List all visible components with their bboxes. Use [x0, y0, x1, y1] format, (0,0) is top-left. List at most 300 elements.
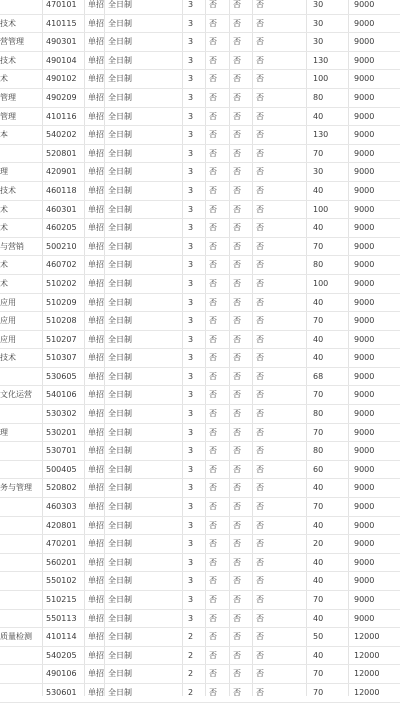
- plan-quota-cell: 30: [313, 167, 324, 177]
- admission-mode-cell: 单招: [88, 334, 104, 344]
- table-row: [0, 33, 400, 52]
- flag-cell-1: 否: [209, 167, 217, 177]
- flag-cell-1: 否: [209, 632, 217, 642]
- study-type-cell: 全日制: [108, 334, 132, 344]
- tuition-cell: 9000: [354, 223, 375, 233]
- tuition-cell: 9000: [354, 260, 375, 270]
- flag-cell-3: 否: [256, 520, 264, 530]
- flag-cell-3: 否: [256, 74, 264, 84]
- study-type-cell: 全日制: [108, 0, 132, 9]
- study-type-cell: 全日制: [108, 557, 132, 567]
- duration-cell: 3: [188, 613, 194, 623]
- flag-cell-1: 否: [209, 55, 217, 65]
- study-type-cell: 全日制: [108, 464, 132, 474]
- flag-cell-2: 否: [233, 650, 241, 660]
- flag-cell-1: 否: [209, 316, 217, 326]
- flag-cell-1: 否: [209, 204, 217, 214]
- major-name-cell: 应用: [0, 297, 16, 307]
- admission-mode-cell: 单招: [88, 260, 104, 270]
- table-row: [0, 610, 400, 629]
- major-code-cell: 460118: [46, 185, 77, 195]
- table-row: [0, 145, 400, 164]
- major-name-cell: [0, 0, 40, 14]
- flag-cell-3: 否: [256, 669, 264, 679]
- flag-cell-1: 否: [209, 502, 217, 512]
- flag-cell-1: 否: [209, 297, 217, 307]
- plan-quota-cell: 40: [313, 223, 324, 233]
- plan-quota-cell: 20: [313, 539, 324, 549]
- flag-cell-1: 否: [209, 390, 217, 400]
- admission-mode-cell: 单招: [88, 650, 104, 660]
- study-type-cell: 全日制: [108, 669, 132, 679]
- major-code-cell: 490102: [46, 74, 77, 84]
- flag-cell-3: 否: [256, 130, 264, 140]
- table-row: [0, 591, 400, 610]
- major-code-cell: 540205: [46, 650, 77, 660]
- duration-cell: 3: [188, 446, 194, 456]
- flag-cell-2: 否: [233, 297, 241, 307]
- study-type-cell: 全日制: [108, 111, 132, 121]
- table-row: [0, 628, 400, 647]
- study-type-cell: 全日制: [108, 37, 132, 47]
- tuition-cell: 9000: [354, 539, 375, 549]
- plan-quota-cell: 40: [313, 613, 324, 623]
- plan-quota-cell: 70: [313, 595, 324, 604]
- duration-cell: 2: [188, 669, 194, 679]
- flag-cell-1: 否: [209, 464, 217, 474]
- plan-quota-cell: 40: [313, 483, 324, 493]
- duration-cell: 3: [188, 502, 194, 512]
- major-name-cell: [0, 554, 40, 572]
- major-code-cell: 530601: [46, 687, 77, 697]
- flag-cell-1: 否: [209, 371, 217, 381]
- tuition-cell: 9000: [354, 502, 375, 512]
- table-row: [0, 182, 400, 201]
- study-type-cell: 全日制: [108, 390, 132, 400]
- plan-quota-cell: 70: [313, 502, 324, 512]
- study-type-cell: 全日制: [108, 241, 132, 251]
- study-type-cell: 全日制: [108, 687, 132, 697]
- duration-cell: 3: [188, 111, 194, 121]
- plan-quota-cell: 40: [313, 557, 324, 567]
- study-type-cell: 全日制: [108, 204, 132, 214]
- plan-quota-cell: 70: [313, 687, 324, 697]
- tuition-cell: 9000: [354, 55, 375, 65]
- flag-cell-1: 否: [209, 427, 217, 437]
- major-name-cell: 管理: [0, 111, 16, 121]
- flag-cell-3: 否: [256, 595, 264, 604]
- flag-cell-2: 否: [233, 390, 241, 400]
- major-code-cell: 490106: [46, 669, 77, 679]
- flag-cell-2: 否: [233, 371, 241, 381]
- flag-cell-3: 否: [256, 223, 264, 233]
- flag-cell-2: 否: [233, 316, 241, 326]
- flag-cell-2: 否: [233, 483, 241, 493]
- table-row: [0, 424, 400, 443]
- major-name-cell: [0, 591, 40, 609]
- flag-cell-3: 否: [256, 446, 264, 456]
- major-code-cell: 510202: [46, 278, 77, 288]
- admission-mode-cell: 单招: [88, 130, 104, 140]
- tuition-cell: 9000: [354, 148, 375, 158]
- plan-quota-cell: 40: [313, 185, 324, 195]
- admission-mode-cell: 单招: [88, 37, 104, 47]
- major-code-cell: 470101: [46, 0, 77, 9]
- flag-cell-3: 否: [256, 632, 264, 642]
- table-row: [0, 349, 400, 368]
- flag-cell-2: 否: [233, 502, 241, 512]
- duration-cell: 3: [188, 74, 194, 84]
- study-type-cell: 全日制: [108, 148, 132, 158]
- admission-mode-cell: 单招: [88, 595, 104, 604]
- flag-cell-3: 否: [256, 390, 264, 400]
- flag-cell-1: 否: [209, 185, 217, 195]
- major-name-cell: [0, 145, 40, 163]
- study-type-cell: 全日制: [108, 185, 132, 195]
- flag-cell-3: 否: [256, 0, 264, 9]
- plan-quota-cell: 130: [313, 130, 329, 140]
- admission-mode-cell: 单招: [88, 371, 104, 381]
- plan-quota-cell: 130: [313, 55, 329, 65]
- flag-cell-3: 否: [256, 650, 264, 660]
- table-row: [0, 70, 400, 89]
- tuition-cell: 9000: [354, 204, 375, 214]
- study-type-cell: 全日制: [108, 18, 132, 28]
- flag-cell-2: 否: [233, 669, 241, 679]
- study-type-cell: 全日制: [108, 632, 132, 642]
- admission-mode-cell: 单招: [88, 55, 104, 65]
- admission-mode-cell: 单招: [88, 204, 104, 214]
- duration-cell: 3: [188, 464, 194, 474]
- major-code-cell: 550113: [46, 613, 77, 623]
- table-row: [0, 256, 400, 275]
- flag-cell-3: 否: [256, 111, 264, 121]
- table-row: [0, 126, 400, 145]
- plan-quota-cell: 30: [313, 18, 324, 28]
- duration-cell: 2: [188, 650, 194, 660]
- admission-mode-cell: 单招: [88, 687, 104, 697]
- tuition-cell: 9000: [354, 37, 375, 47]
- flag-cell-2: 否: [233, 520, 241, 530]
- major-code-cell: 410115: [46, 18, 77, 28]
- duration-cell: 3: [188, 576, 194, 586]
- plan-quota-cell: 68: [313, 371, 324, 381]
- major-code-cell: 530701: [46, 446, 77, 456]
- major-code-cell: 490209: [46, 92, 77, 102]
- flag-cell-2: 否: [233, 130, 241, 140]
- major-name-cell: 理: [0, 427, 8, 437]
- plan-quota-cell: 80: [313, 92, 324, 102]
- tuition-cell: 9000: [354, 483, 375, 493]
- admission-mode-cell: 单招: [88, 613, 104, 623]
- flag-cell-3: 否: [256, 576, 264, 586]
- flag-cell-1: 否: [209, 353, 217, 363]
- flag-cell-1: 否: [209, 148, 217, 158]
- flag-cell-2: 否: [233, 539, 241, 549]
- plan-quota-cell: 70: [313, 148, 324, 158]
- flag-cell-3: 否: [256, 539, 264, 549]
- table-row: [0, 312, 400, 331]
- duration-cell: 3: [188, 595, 194, 604]
- plan-quota-cell: 40: [313, 111, 324, 121]
- admission-mode-cell: 单招: [88, 241, 104, 251]
- flag-cell-2: 否: [233, 595, 241, 604]
- table-row: [0, 108, 400, 127]
- flag-cell-3: 否: [256, 334, 264, 344]
- duration-cell: 3: [188, 409, 194, 419]
- flag-cell-1: 否: [209, 334, 217, 344]
- table-row: [0, 219, 400, 238]
- major-name-cell: [0, 647, 40, 665]
- major-name-cell: 管理: [0, 92, 16, 102]
- study-type-cell: 全日制: [108, 650, 132, 660]
- duration-cell: 3: [188, 185, 194, 195]
- flag-cell-1: 否: [209, 241, 217, 251]
- tuition-cell: 9000: [354, 427, 375, 437]
- duration-cell: 2: [188, 687, 194, 697]
- flag-cell-3: 否: [256, 167, 264, 177]
- major-name-cell: [0, 498, 40, 516]
- flag-cell-2: 否: [233, 74, 241, 84]
- major-name-cell: [0, 665, 40, 683]
- study-type-cell: 全日制: [108, 223, 132, 233]
- study-type-cell: 全日制: [108, 260, 132, 270]
- major-name-cell: 应用: [0, 334, 16, 344]
- flag-cell-2: 否: [233, 464, 241, 474]
- major-code-cell: 530605: [46, 371, 77, 381]
- major-name-cell: 技术: [0, 185, 16, 195]
- flag-cell-3: 否: [256, 353, 264, 363]
- tuition-cell: 12000: [354, 687, 380, 697]
- plan-quota-cell: 70: [313, 669, 324, 679]
- admission-mode-cell: 单招: [88, 557, 104, 567]
- major-code-cell: 410114: [46, 632, 77, 642]
- admission-mode-cell: 单招: [88, 390, 104, 400]
- admission-mode-cell: 单招: [88, 576, 104, 586]
- tuition-cell: 9000: [354, 167, 375, 177]
- study-type-cell: 全日制: [108, 502, 132, 512]
- flag-cell-2: 否: [233, 446, 241, 456]
- tuition-cell: 9000: [354, 111, 375, 121]
- admission-mode-cell: 单招: [88, 74, 104, 84]
- table-row: [0, 554, 400, 573]
- table-row: [0, 15, 400, 34]
- admission-mode-cell: 单招: [88, 483, 104, 493]
- flag-cell-2: 否: [233, 18, 241, 28]
- plan-quota-cell: 30: [313, 37, 324, 47]
- flag-cell-1: 否: [209, 223, 217, 233]
- flag-cell-3: 否: [256, 464, 264, 474]
- duration-cell: 3: [188, 539, 194, 549]
- major-code-cell: 460702: [46, 260, 77, 270]
- flag-cell-1: 否: [209, 409, 217, 419]
- duration-cell: 3: [188, 0, 194, 9]
- tuition-cell: 9000: [354, 241, 375, 251]
- flag-cell-2: 否: [233, 632, 241, 642]
- duration-cell: 3: [188, 557, 194, 567]
- table-row: [0, 498, 400, 517]
- flag-cell-3: 否: [256, 613, 264, 623]
- flag-cell-2: 否: [233, 185, 241, 195]
- major-name-cell: 技术: [0, 18, 16, 28]
- flag-cell-2: 否: [233, 427, 241, 437]
- tuition-cell: 9000: [354, 334, 375, 344]
- flag-cell-1: 否: [209, 687, 217, 697]
- study-type-cell: 全日制: [108, 613, 132, 623]
- flag-cell-3: 否: [256, 687, 264, 697]
- admission-mode-cell: 单招: [88, 278, 104, 288]
- major-name-cell: 术: [0, 204, 8, 214]
- study-type-cell: 全日制: [108, 520, 132, 530]
- major-name-cell: 营管理: [0, 37, 24, 47]
- flag-cell-1: 否: [209, 669, 217, 679]
- major-name-cell: 文化运营: [0, 390, 32, 400]
- major-name-cell: [0, 535, 40, 553]
- flag-cell-2: 否: [233, 111, 241, 121]
- admission-mode-cell: 单招: [88, 0, 104, 9]
- major-code-cell: 540202: [46, 130, 77, 140]
- flag-cell-2: 否: [233, 55, 241, 65]
- flag-cell-2: 否: [233, 576, 241, 586]
- flag-cell-3: 否: [256, 18, 264, 28]
- admission-mode-cell: 单招: [88, 167, 104, 177]
- major-code-cell: 510215: [46, 595, 77, 604]
- duration-cell: 3: [188, 241, 194, 251]
- tuition-cell: 9000: [354, 0, 375, 9]
- study-type-cell: 全日制: [108, 278, 132, 288]
- flag-cell-1: 否: [209, 576, 217, 586]
- plan-quota-cell: 100: [313, 204, 329, 214]
- major-name-cell: 与营销: [0, 241, 24, 251]
- flag-cell-1: 否: [209, 557, 217, 567]
- table-row: [0, 294, 400, 313]
- table-row: [0, 89, 400, 108]
- flag-cell-1: 否: [209, 0, 217, 9]
- flag-cell-1: 否: [209, 92, 217, 102]
- flag-cell-1: 否: [209, 130, 217, 140]
- plan-quota-cell: 40: [313, 576, 324, 586]
- table-row: [0, 572, 400, 591]
- study-type-cell: 全日制: [108, 595, 132, 604]
- flag-cell-1: 否: [209, 650, 217, 660]
- tuition-cell: 9000: [354, 595, 375, 604]
- duration-cell: 3: [188, 130, 194, 140]
- plan-quota-cell: 70: [313, 427, 324, 437]
- flag-cell-2: 否: [233, 278, 241, 288]
- tuition-cell: 9000: [354, 613, 375, 623]
- flag-cell-2: 否: [233, 334, 241, 344]
- major-name-cell: 术: [0, 223, 8, 233]
- flag-cell-1: 否: [209, 278, 217, 288]
- study-type-cell: 全日制: [108, 130, 132, 140]
- table-row: [0, 201, 400, 220]
- major-code-cell: 410116: [46, 111, 77, 121]
- tuition-cell: 9000: [354, 74, 375, 84]
- tuition-cell: 9000: [354, 316, 375, 326]
- duration-cell: 3: [188, 334, 194, 344]
- study-type-cell: 全日制: [108, 353, 132, 363]
- study-type-cell: 全日制: [108, 92, 132, 102]
- flag-cell-2: 否: [233, 223, 241, 233]
- flag-cell-3: 否: [256, 185, 264, 195]
- major-name-cell: [0, 684, 40, 702]
- plan-quota-cell: 40: [313, 520, 324, 530]
- major-name-cell: [0, 405, 40, 423]
- study-type-cell: 全日制: [108, 297, 132, 307]
- major-name-cell: [0, 517, 40, 535]
- flag-cell-1: 否: [209, 74, 217, 84]
- admission-mode-cell: 单招: [88, 427, 104, 437]
- duration-cell: 3: [188, 483, 194, 493]
- flag-cell-3: 否: [256, 204, 264, 214]
- plan-quota-cell: 70: [313, 241, 324, 251]
- table-row: [0, 275, 400, 294]
- admission-mode-cell: 单招: [88, 297, 104, 307]
- study-type-cell: 全日制: [108, 576, 132, 586]
- table-row: [0, 665, 400, 684]
- major-name-cell: 理: [0, 167, 8, 177]
- flag-cell-2: 否: [233, 92, 241, 102]
- duration-cell: 3: [188, 427, 194, 437]
- major-code-cell: 510208: [46, 316, 77, 326]
- plan-quota-cell: 40: [313, 334, 324, 344]
- study-type-cell: 全日制: [108, 167, 132, 177]
- admission-mode-cell: 单招: [88, 92, 104, 102]
- study-type-cell: 全日制: [108, 316, 132, 326]
- admission-mode-cell: 单招: [88, 539, 104, 549]
- admission-mode-cell: 单招: [88, 632, 104, 642]
- major-name-cell: [0, 461, 40, 479]
- tuition-cell: 9000: [354, 576, 375, 586]
- flag-cell-2: 否: [233, 37, 241, 47]
- major-code-cell: 490104: [46, 55, 77, 65]
- plan-quota-cell: 40: [313, 650, 324, 660]
- major-code-cell: 460205: [46, 223, 77, 233]
- tuition-cell: 12000: [354, 632, 380, 642]
- flag-cell-3: 否: [256, 92, 264, 102]
- flag-cell-1: 否: [209, 260, 217, 270]
- major-code-cell: 500405: [46, 464, 77, 474]
- admission-mode-cell: 单招: [88, 520, 104, 530]
- major-name-cell: [0, 368, 40, 386]
- major-name-cell: 术: [0, 74, 8, 84]
- major-code-cell: 460303: [46, 502, 77, 512]
- admission-mode-cell: 单招: [88, 18, 104, 28]
- duration-cell: 3: [188, 390, 194, 400]
- flag-cell-2: 否: [233, 148, 241, 158]
- flag-cell-1: 否: [209, 520, 217, 530]
- duration-cell: 3: [188, 223, 194, 233]
- major-code-cell: 510209: [46, 297, 77, 307]
- flag-cell-1: 否: [209, 595, 217, 604]
- admission-mode-cell: 单招: [88, 446, 104, 456]
- major-name-cell: 务与管理: [0, 483, 32, 493]
- major-code-cell: 510207: [46, 334, 77, 344]
- study-type-cell: 全日制: [108, 371, 132, 381]
- table-row: [0, 535, 400, 554]
- tuition-cell: 9000: [354, 130, 375, 140]
- major-name-cell: 质量检测: [0, 632, 32, 642]
- table-row: [0, 238, 400, 257]
- plan-quota-cell: 100: [313, 278, 329, 288]
- flag-cell-2: 否: [233, 167, 241, 177]
- table-row: [0, 163, 400, 182]
- tuition-cell: 9000: [354, 18, 375, 28]
- table-row: [0, 0, 400, 15]
- table-row: [0, 461, 400, 480]
- study-type-cell: 全日制: [108, 55, 132, 65]
- major-name-cell: 技术: [0, 353, 16, 363]
